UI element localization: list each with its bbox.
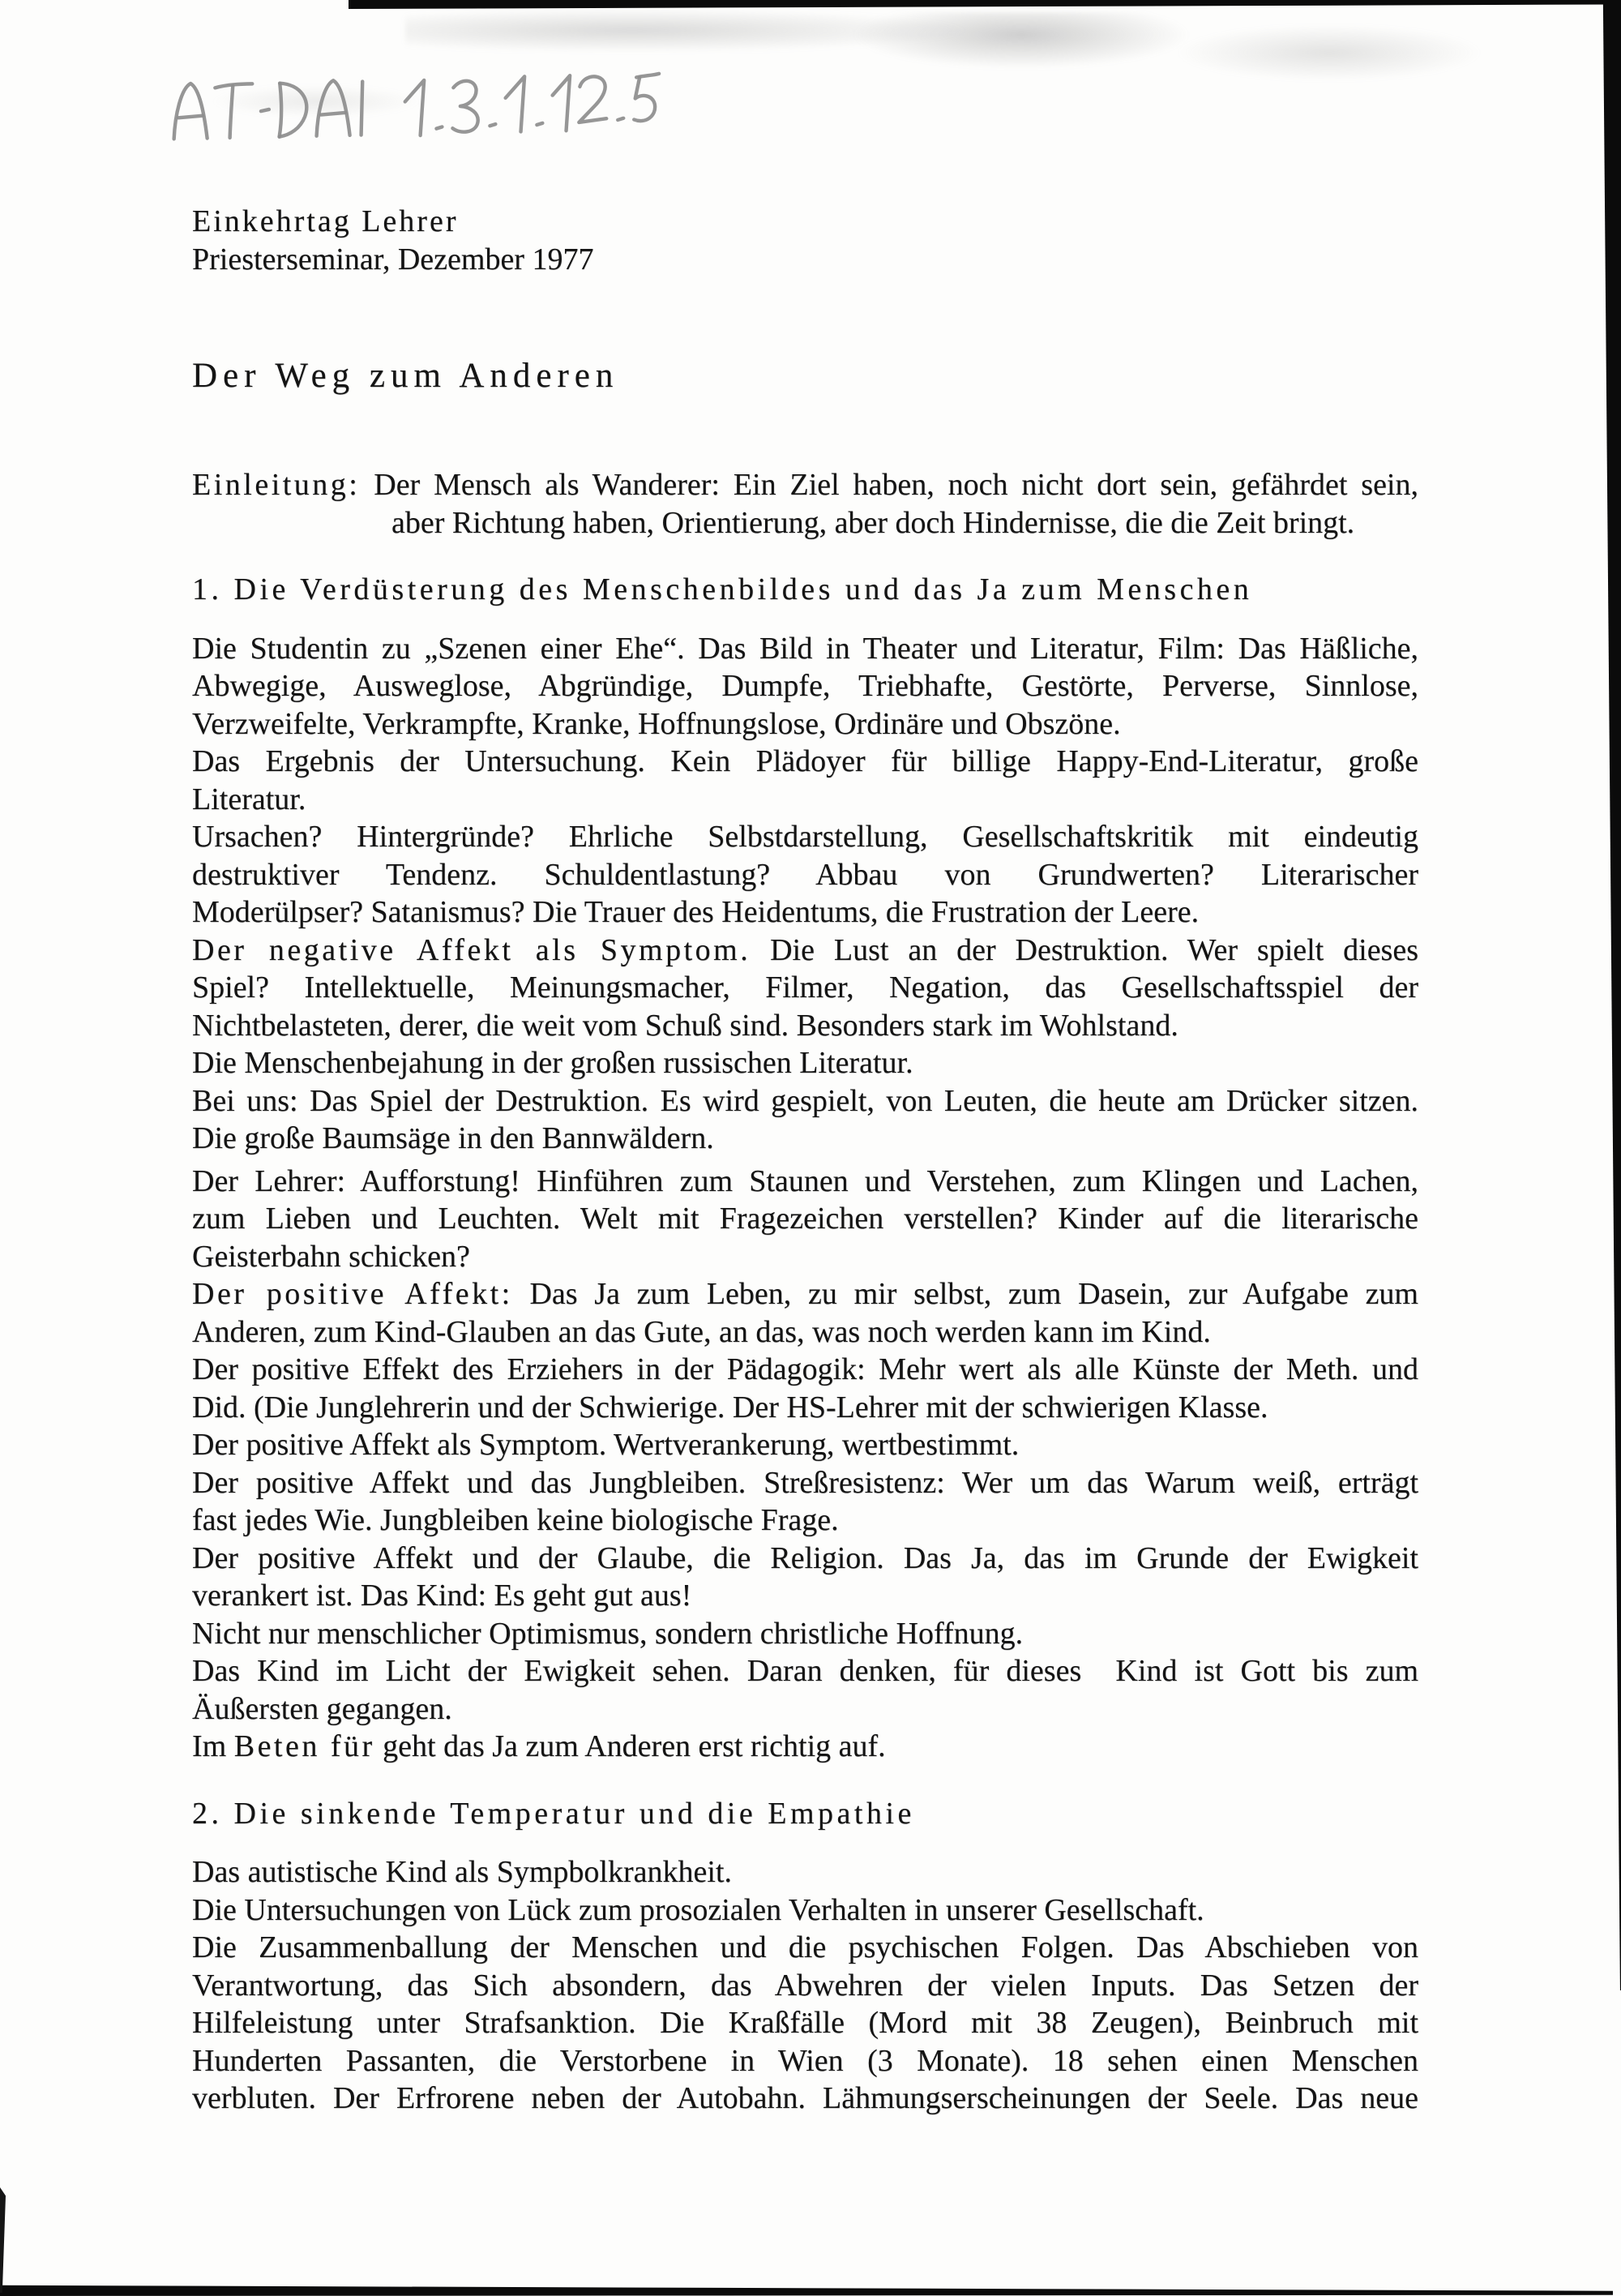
text-segment: Anderen, zum Kind-Glauben an das Gute, an das, was noch werden kann im Kind. [192,1314,1211,1349]
text-segment: Geisterbahn schicken? [192,1239,470,1274]
scan-edge-right [1599,0,1621,1990]
text-segment: zum Lieben und Leuchten. Welt mit Fragezeichen verstellen? Kinder auf die literarische [192,1202,1418,1236]
text-segment: fast jedes Wie. Jungbleiben keine biologische Frage. [192,1503,839,1537]
text-segment: Spiel? Intellektuelle, Meinungsmacher, Filmer, Negation, das Gesellschaftsspiel der [192,970,1418,1004]
text-line [192,1082,1418,1120]
text-segment: Moderülpser? Satanismus? Die Trauer des Heidentums, die Frustration der Leere. [192,895,1200,929]
text-line [192,1501,1418,1540]
text-line [192,893,1418,932]
text-segment: Der positive Affekt und das Jungbleiben. Streßresistenz: Wer um das Warum weiß, erträgt [192,1465,1418,1500]
text-line [391,504,1418,542]
text-segment: destruktiver Tendenz. Schuldentlastung? Abbau von Grundwerten? Literarischer [192,857,1418,892]
text-segment: Abwegige, Ausweglose, Abgründige, Dumpfe, Triebhafte, Gestörte, Perverse, Sinnlose, [192,669,1418,703]
text-line [192,1728,1418,1766]
text-line [192,1967,1418,2005]
text-segment: Das autistische Kind als Sympbolkrankheit. [192,1855,732,1889]
pencil-smudge [851,12,1191,69]
text-line [192,932,1418,970]
text-line [192,1853,1418,1891]
archival-signature-handwriting [161,61,682,161]
doc-header-line2: Priesterseminar, Dezember 1977 [192,242,594,276]
paragraph [192,466,1418,542]
text-line [192,1200,1418,1238]
text-line [192,1044,1418,1082]
text-line [192,1426,1418,1464]
text-line [192,1313,1418,1351]
doc-header-line1: Einkehrtag Lehrer [192,204,459,238]
text-segment: verbluten. Der Erfrorene neben der Autobahn. Lähmungserscheinungen der Seele. Das neue [192,2081,1418,2115]
text-segment: Verantwortung, das Sich absondern, das Abwehren der vielen Inputs. Das Setzen der [192,1968,1418,2003]
text-line [192,1615,1418,1653]
text-line [192,1351,1418,1389]
text-segment: Die Studentin zu „Szenen einer Ehe“. Das Bild in Theater und Literatur, Film: Das Häßliche, [192,631,1418,666]
text-line [192,1690,1418,1728]
text-segment: geht das Ja zum Anderen erst richtig auf. [374,1729,886,1763]
text-segment: Hilfeleistung unter Strafsanktion. Die Kraßfälle (Mord mit 38 Zeugen), Beinbruch mit [192,2006,1418,2040]
text-line [192,2004,1418,2042]
text-line [192,743,1418,781]
text-line [192,1652,1418,1690]
doc-body [192,466,1418,2118]
text-line [192,969,1418,1007]
text-line [192,1007,1418,1045]
spaced-emphasis: Der positive Affekt: [192,1277,513,1311]
text-segment: Die Zusammenballung der Menschen und die psychischen Folgen. Das Abschieben von [192,1930,1418,1964]
text-segment: Der positive Affekt und der Glaube, die Religion. Das Ja, das im Grunde der Ewigkeit [192,1540,1418,1575]
paragraph [192,1853,1418,2118]
paragraph [192,1163,1418,1766]
text-segment: Die Untersuchungen von Lück zum prosozialen Verhalten in unserer Gesellschaft. [192,1892,1204,1927]
text-line [192,705,1418,743]
text-segment: Ursachen? Hintergründe? Ehrliche Selbstdarstellung, Gesellschaftskritik mit eindeutig [192,820,1418,854]
text-line [192,466,1418,504]
pencil-smudge [1175,24,1483,81]
document-text [192,203,1418,2118]
text-line [192,1929,1418,1967]
section-heading: 1. Die Verdüsterung des Menschenbildes und das Ja zum Menschen [192,572,1253,606]
text-line [192,1275,1418,1313]
text-segment: verankert ist. Das Kind: Es geht gut aus! [192,1578,692,1613]
text-line [192,818,1418,856]
text-segment: Did. (Die Junglehrerin und der Schwierige. Der HS-Lehrer mit der schwierigen Klasse. [192,1390,1268,1424]
text-segment: Die große Baumsäge in den Bannwäldern. [192,1121,714,1155]
text-segment: aber Richtung haben, Orientierung, aber doch Hindernisse, die die Zeit bringt. [391,505,1355,540]
text-line [192,2080,1418,2118]
text-line [192,1163,1418,1201]
text-line [192,630,1418,668]
text-segment: Das Ja zum Leben, zu mir selbst, zum Dasein, zur Aufgabe zum [512,1277,1418,1311]
text-line [192,667,1418,705]
pencil-smudge [405,8,973,53]
text-line [192,1891,1418,1930]
text-line [192,1238,1418,1276]
paragraph [192,630,1418,1158]
text-segment: Das Kind im Licht der Ewigkeit sehen. Daran denken, für dieses Kind ist Gott bis zum [192,1654,1418,1688]
spaced-emphasis: Der negative Affekt als Symptom. [192,932,751,967]
text-segment: Nicht nur menschlicher Optimismus, sondern christliche Hoffnung. [192,1616,1024,1651]
spaced-emphasis: Einleitung: [192,468,361,502]
text-line [192,1389,1418,1427]
page-title: Der Weg zum Anderen [192,357,619,395]
text-segment: Im [192,1729,234,1763]
text-segment: Die Lust an der Destruktion. Wer spielt dieses [751,932,1418,967]
section-heading: 2. Die sinkende Temperatur und die Empathie [192,1796,915,1831]
text-line [192,781,1418,819]
text-segment: Der positive Affekt als Symptom. Wertverankerung, wertbestimmt. [192,1428,1020,1462]
scan-edge-bottom [0,2284,1613,2296]
text-segment: Bei uns: Das Spiel der Destruktion. Es wird gespielt, von Leuten, die heute am Drücker sitzen. [192,1083,1418,1118]
text-segment: Die Menschenbejahung in der großen russischen Literatur. [192,1046,913,1080]
text-line [192,1540,1418,1578]
spaced-emphasis: Beten für [233,1729,375,1763]
text-segment: Verzweifelte, Verkrampfte, Kranke, Hoffnungslose, Ordinäre und Obszöne. [192,706,1121,741]
text-segment: Der Mensch als Wanderer: Ein Ziel haben, noch nicht dort sein, gefährdet sein, [360,468,1418,502]
text-line [192,2042,1418,2080]
text-line [192,856,1418,894]
text-segment: Das Ergebnis der Untersuchung. Kein Plädoyer für billige Happy-End-Literatur, große [192,744,1418,778]
text-segment: Literatur. [192,782,306,816]
text-segment: Nichtbelasteten, derer, die weit vom Schuß sind. Besonders stark im Wohlstand. [192,1008,1178,1043]
text-line [192,1120,1418,1158]
text-segment: Der Lehrer: Aufforstung! Hinführen zum Staunen und Verstehen, zum Klingen und Lachen, [192,1163,1418,1198]
text-line [192,1464,1418,1502]
scan-edge-top [349,0,1621,11]
text-segment: Hunderten Passanten, die Verstorbene in Wien (3 Monate). 18 sehen einen Menschen [192,2043,1418,2078]
scan-edge-left-mark [0,2187,6,2293]
text-segment: Der positive Effekt des Erziehers in der Pädagogik: Mehr wert als alle Künste der Meth. und [192,1352,1418,1386]
text-segment: Äußersten gegangen. [192,1691,452,1726]
text-line [192,1577,1418,1615]
